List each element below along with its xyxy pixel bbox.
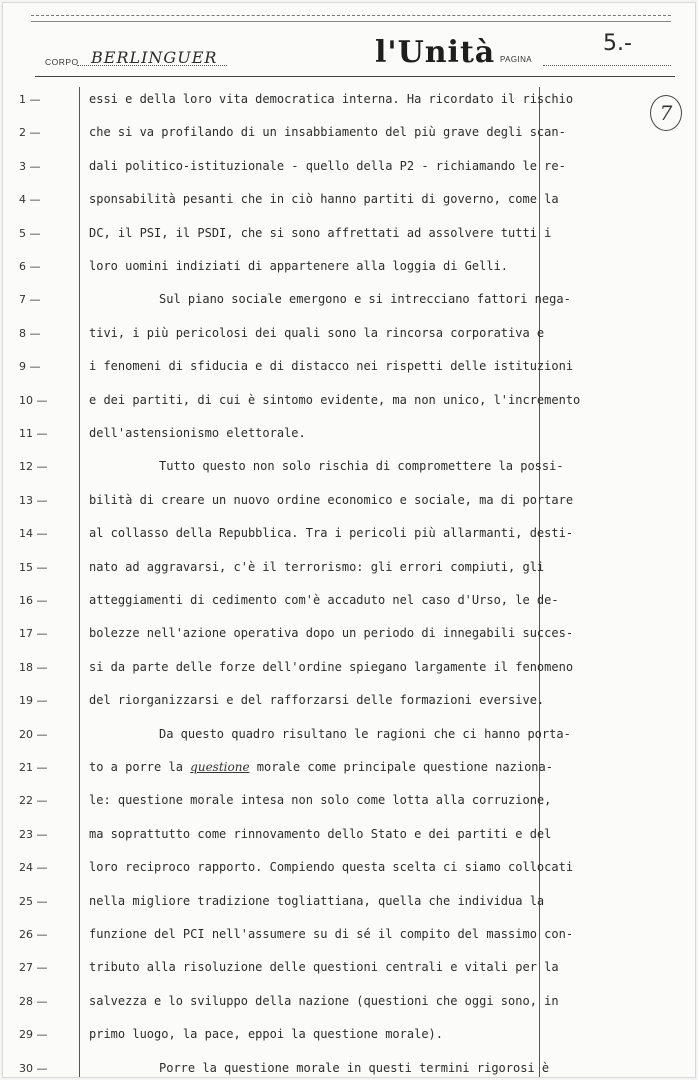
line-text-after: morale come principale questione naziona- [249, 760, 553, 774]
line-text: dali politico-istituzionale - quello della P2 - richiamando le re- [89, 158, 566, 173]
masthead-title: l'Unità [375, 35, 496, 70]
text-line [3, 895, 696, 929]
corpo-label: CORPO [45, 57, 79, 67]
line-text: funzione del PCI nell'assumere su di sé il compito del massimo con- [89, 927, 574, 941]
line-number: 4 — [19, 193, 41, 207]
line-text: ma soprattutto come rinnovamento dello Stato e dei partiti e del [89, 826, 552, 841]
pagina-label: PAGINA [500, 55, 533, 64]
text-line [3, 794, 696, 828]
line-text: del riorganizzarsi e del rafforzarsi delle formazioni eversive. [89, 693, 545, 708]
line-text: dell'astensionismo elettorale. [89, 426, 306, 440]
line-text: essi e della loro vita democratica interna. Ha ricordato il rischio [89, 92, 574, 106]
text-line [3, 527, 696, 561]
text-line [3, 728, 696, 762]
line-text: nato ad aggravarsi, c'è il terrorismo: gli errori compiuti, gli [89, 559, 545, 574]
text-line [3, 961, 696, 995]
text-line [3, 460, 696, 494]
pagina-dotted-line [543, 65, 671, 66]
line-text: tivi, i più pericolosi dei quali sono la rincorsa corporativa e [89, 325, 545, 340]
line-text: Da questo quadro risultano le ragioni che ci hanno porta- [159, 726, 571, 741]
text-line [3, 995, 696, 1029]
line-number: 6 — [19, 260, 41, 273]
line-text: bolezze nell'azione operativa dopo un periodo di innegabili succes- [89, 626, 574, 641]
line-number: 9 — [19, 360, 41, 374]
line-number: 10 — [19, 393, 48, 407]
line-text: al collasso della Repubblica. Tra i pericoli più allarmanti, desti- [89, 526, 574, 541]
text-line [3, 427, 696, 461]
corpo-dotted-line [77, 65, 227, 66]
line-number: 13 — [19, 493, 48, 507]
line-number: 21 — [19, 761, 48, 774]
line-text [89, 760, 553, 774]
line-text: Tutto questo non solo rischia di compromettere la possi- [159, 459, 564, 474]
line-text: che si va profilando di un insabbiamento del più grave degli scan- [89, 125, 566, 140]
line-number: 27 — [19, 961, 48, 975]
text-line [3, 1062, 696, 1078]
line-number: 22 — [19, 794, 48, 808]
line-text: atteggiamenti di cedimento com'è accaduto nel caso d'Urso, le de- [89, 593, 559, 607]
text-line [3, 126, 696, 160]
line-text: primo luogo, la pace, eppoi la questione morale). [89, 1027, 444, 1042]
text-line [3, 627, 696, 661]
line-number: 25 — [19, 894, 48, 908]
header-bottom-rule [35, 76, 675, 77]
text-line [3, 360, 696, 394]
text-line [3, 327, 696, 361]
line-number: 12 — [19, 460, 48, 474]
text-line [3, 828, 696, 862]
line-number: 1 — [19, 93, 41, 106]
line-text: tributo alla risoluzione delle questioni centrali e vitali per la [89, 960, 559, 975]
text-line [3, 661, 696, 695]
text-line [3, 93, 696, 127]
line-text: i fenomeni di sfiducia e di distacco nei rispetti delle istituzioni [89, 359, 574, 374]
line-number: 18 — [19, 660, 48, 674]
text-line [3, 193, 696, 227]
text-line [3, 594, 696, 628]
line-number: 20 — [19, 727, 48, 741]
line-number: 28 — [19, 994, 48, 1008]
line-number: 8 — [19, 326, 41, 340]
text-line [3, 160, 696, 194]
line-number: 2 — [19, 126, 41, 140]
text-line [3, 761, 696, 795]
line-text: loro reciproco rapporto. Compiendo questa scelta ci siamo collocati [89, 860, 574, 875]
line-number: 5 — [19, 226, 41, 240]
text-line [3, 1028, 696, 1062]
line-number: 23 — [19, 827, 48, 841]
line-text: nella migliore tradizione togliattiana, quella che individua la [89, 893, 545, 908]
line-text-before: to a porre la [89, 760, 191, 774]
line-number: 26 — [19, 928, 48, 941]
line-text: Porre la questione morale in questi termini rigorosi è [159, 1060, 550, 1075]
text-line [3, 227, 696, 261]
line-text: salvezza e lo sviluppo della nazione (questioni che oggi sono, in [89, 993, 559, 1008]
line-number: 19 — [19, 694, 48, 708]
line-number: 11 — [19, 427, 48, 440]
text-line [3, 260, 696, 294]
line-number: 24 — [19, 861, 48, 875]
line-text: Sul piano sociale emergono e si intrecciano fattori nega- [159, 292, 571, 307]
line-number: 17 — [19, 627, 48, 641]
line-number: 14 — [19, 527, 48, 541]
pagina-value: 5.- [603, 31, 632, 56]
line-text: bilità di creare un nuovo ordine economico e sociale, ma di portare [89, 492, 574, 507]
line-number: 29 — [19, 1028, 48, 1042]
corpo-value: BERLINGUER [91, 48, 218, 67]
document-page [2, 2, 696, 1078]
line-number: 7 — [19, 293, 41, 307]
text-line [3, 561, 696, 595]
line-text: DC, il PSI, il PSDI, che si sono affrettati ad assolvere tutti i [89, 225, 552, 240]
header-top-rule [31, 15, 671, 16]
line-text: si da parte delle forze dell'ordine spiegano largamente il fenomeno [89, 659, 574, 674]
handwritten-correction: questione [190, 760, 250, 774]
line-text: loro uomini indiziati di appartenere alla loggia di Gelli. [89, 259, 509, 273]
line-text: e dei partiti, di cui è sintomo evidente, ma non unico, l'incremento [89, 392, 581, 407]
line-number: 15 — [19, 560, 48, 574]
text-line [3, 928, 696, 962]
text-line [3, 394, 696, 428]
text-line [3, 861, 696, 895]
line-text: sponsabilità pesanti che in ciò hanno partiti di governo, come la [89, 192, 559, 207]
header-second-rule [31, 21, 671, 22]
line-number: 30 — [19, 1061, 48, 1075]
line-text: le: questione morale intesa non solo come lotta alla corruzione, [89, 793, 552, 808]
circled-page-number: 7 [650, 95, 682, 131]
text-line [3, 494, 696, 528]
line-number: 16 — [19, 594, 48, 607]
line-number: 3 — [19, 159, 41, 173]
text-line [3, 694, 696, 728]
text-line [3, 293, 696, 327]
